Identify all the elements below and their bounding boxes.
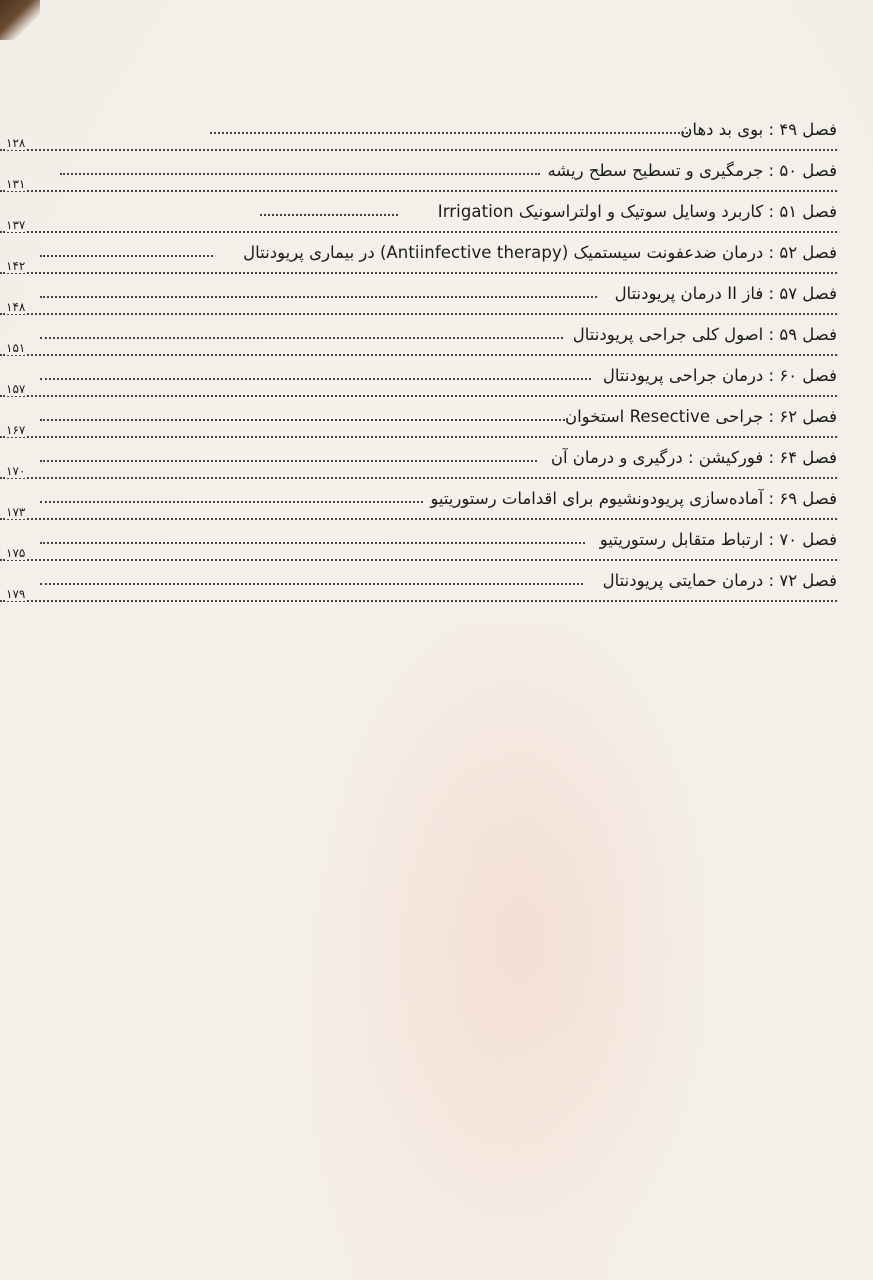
toc-entry [0,161,873,201]
page-number: ۱۴۸ [6,300,26,314]
dot-leader [0,477,837,479]
dot-leader [0,231,837,233]
dot-leader [40,378,591,380]
chapter-title: فصل ۷۰ : ارتباط متقابل رستوریتیو [599,530,837,549]
page-number: ۱۵۷ [6,382,26,396]
page-number: ۱۷۰ [6,464,26,478]
dot-leader [40,460,537,462]
chapter-title: فصل ۵۲ : درمان ضدعفونت سیستمیک (Antiinfective therapy) در بیماری پریودنتال [243,243,837,262]
dot-leader [40,337,563,339]
toc-entry [0,448,873,488]
dot-leader [40,419,565,421]
page-number: ۱۲۸ [6,136,26,150]
page-number: ۱۳۱ [6,177,26,191]
page-number: ۱۷۳ [6,505,26,519]
chapter-title: فصل ۴۹ : بوی بد دهان [680,120,837,139]
dot-leader [0,600,837,602]
dot-leader [40,542,585,544]
dot-leader [40,255,213,257]
page-number: ۱۳۷ [6,218,26,232]
dot-leader [0,149,837,151]
chapter-title: فصل ۵۷ : فاز II درمان پریودنتال [614,284,837,303]
dot-leader [0,559,837,561]
dot-leader [40,501,423,503]
dot-leader [0,190,837,192]
dot-leader [210,132,688,134]
chapter-title: فصل ۶۲ : جراحی Resective استخوان [564,407,837,426]
chapter-title: فصل ۶۴ : فورکیشن : درگیری و درمان آن [550,448,837,467]
chapter-title: فصل ۵۹ : اصول کلی جراحی پریودنتال [572,325,837,344]
toc-entry [0,571,873,611]
toc-entry [0,366,873,406]
dot-leader [0,354,837,356]
dot-leader [0,272,837,274]
chapter-title: فصل ۵۰ : جرمگیری و تسطیح سطح ریشه [547,161,837,180]
chapter-title: فصل ۶۹ : آماده‌سازی پریودونشیوم برای اقدامات رستوریتیو [430,489,837,508]
dot-leader [0,518,837,520]
dot-leader [40,583,583,585]
toc-entry [0,489,873,529]
dot-leader [0,313,837,315]
toc-entry [0,325,873,365]
dot-leader [60,173,540,175]
page-number: ۱۴۲ [6,259,26,273]
dot-leader [40,296,597,298]
toc-entry [0,407,873,447]
dot-leader [0,395,837,397]
dot-leader [260,214,398,216]
page-number: ۱۶۷ [6,423,26,437]
toc-entry [0,243,873,283]
page-number: ۱۷۵ [6,546,26,560]
toc-entry [0,120,873,160]
chapter-title: فصل ۵۱ : کاربرد وسایل سوتیک و اولتراسونیک Irrigation [437,202,837,221]
dot-leader [0,436,837,438]
toc-entry [0,530,873,570]
page-number: ۱۷۹ [6,587,26,601]
toc-entry [0,284,873,324]
chapter-title: فصل ۷۲ : درمان حمایتی پریودنتال [602,571,837,590]
page-number: ۱۵۱ [6,341,26,355]
toc-entry [0,202,873,242]
chapter-title: فصل ۶۰ : درمان جراحی پریودنتال [602,366,837,385]
